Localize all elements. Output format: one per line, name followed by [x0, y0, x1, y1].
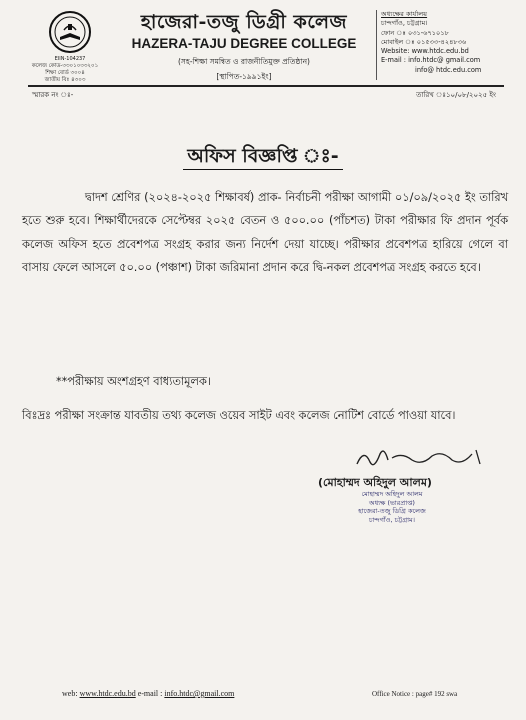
stamp-college: হাজেরা-তজু ডিগ্রি কলেজ: [358, 507, 426, 515]
footer-web-label: web:: [62, 689, 78, 698]
college-established: [স্থাপিত-১৯৯১ইং]: [216, 72, 272, 81]
eiin-number: EIIN-104237: [54, 56, 86, 62]
college-subtitle: (সহ-শিক্ষা সমন্বিত ও রাজনীতিমুক্ত প্রতিষ্ঠান): [178, 57, 310, 66]
college-name-english: HAZERA-TAJU DEGREE COLLEGE: [131, 36, 357, 51]
mobile: মোবাইল ঃ ০১৫৩৩-৪২৪৮৩৬: [381, 37, 467, 46]
footer-page-ref: Office Notice : page# 192 swa: [372, 690, 458, 698]
website: Website: www.htdc.edu.bd: [381, 47, 469, 56]
footer-web-link[interactable]: www.htdc.edu.bd: [79, 689, 136, 698]
email-primary: E-mail : info.htdc@ gmail.com: [381, 56, 481, 65]
notice-date: তারিখ ঃ১০/০৮/২০২৫ ইং: [416, 91, 496, 99]
college-codes: [28, 63, 102, 84]
notice-paragraph: দ্বাদশ শ্রেণির (২০২৪-২০২৫ শিক্ষাবর্ষ) প্রাক- নির্বাচনী পরীক্ষা আগামী ০১/০৯/২০২৫ ইং তারিখ হতে শুরু হবে। শিক্ষার্থীদেরকে সেপ্টেম্বর ২০২৫ বেতন ও ৫০০.০০ (পাঁচশত) টাকা পরীক্ষার ফি প্রদান পূর্বক কলেজ অফিস হতে প্রবেশপত্র সংগ্রহ করার জন্য নির্দেশ দেয়া যাচ্ছে। পরীক্ষার প্রবেশপত্র হারিয়ে গেলে বা বাসায় ফেলে আসলে ৫০.০০ (পঞ্চাশ) টাকা জরিমানা প্রদান করে দ্বি-নকল প্রবেশপত্র সংগ্রহ করতে হবে।: [22, 191, 508, 275]
contact-block: [381, 10, 521, 75]
handwritten-signature: [352, 444, 492, 474]
header-rule: [28, 85, 504, 87]
college-logo-icon: [48, 10, 92, 54]
header-divider: [376, 10, 377, 80]
footer-email-link[interactable]: info.htdc@gmail.com: [164, 689, 235, 698]
stamp-title: অধ্যক্ষ (ভারপ্রাপ্ত): [369, 498, 415, 507]
board-code: শিক্ষা বোর্ড ৩০০৪: [45, 70, 85, 76]
official-stamp: [332, 490, 452, 524]
reference-number: স্মারক নং ঃ-: [32, 91, 74, 99]
notice-title: অফিস বিজ্ঞপ্তি ঃ-: [0, 142, 526, 174]
notice-body: [22, 186, 508, 280]
office-address: চান্দগাঁও, চট্টগ্রাম।: [381, 19, 428, 28]
info-note: বিঃদ্রঃ পরীক্ষা সংক্রান্ত যাবতীয় তথ্য কলেজ ওয়েব সাইট এবং কলেজ নোটিশ বোর্ডে পাওয়া যাবে।: [22, 409, 456, 422]
footer-contact: [62, 689, 234, 698]
college-code: কলেজ কোড-৩৩০১০৩৩২০১: [31, 63, 99, 69]
footer-email-label: e-mail :: [137, 689, 163, 698]
stamp-place: চান্দগাঁও, চট্টগ্রাম।: [369, 515, 415, 524]
signatory-name: (মোহাম্মদ অহিদুল আলম): [318, 476, 432, 489]
college-name-bangla: হাজেরা-তজু ডিগ্রী কলেজ: [140, 11, 348, 33]
national-code: জাতীয় বিঃ ৪৩০৩: [44, 77, 86, 83]
phone: ফোন ঃ ০৩১-৬৭১০১৮: [381, 28, 449, 37]
email-secondary: info@ htdc.edu.com: [415, 65, 482, 74]
office-label: অধ্যক্ষের কার্যালয়: [381, 10, 428, 18]
mandatory-note: **পরীক্ষায় অংশগ্রহণ বাধ্যতামূলক।: [56, 375, 211, 388]
stamp-name: মোহাম্মদ অহিদুল আলম: [361, 490, 423, 498]
